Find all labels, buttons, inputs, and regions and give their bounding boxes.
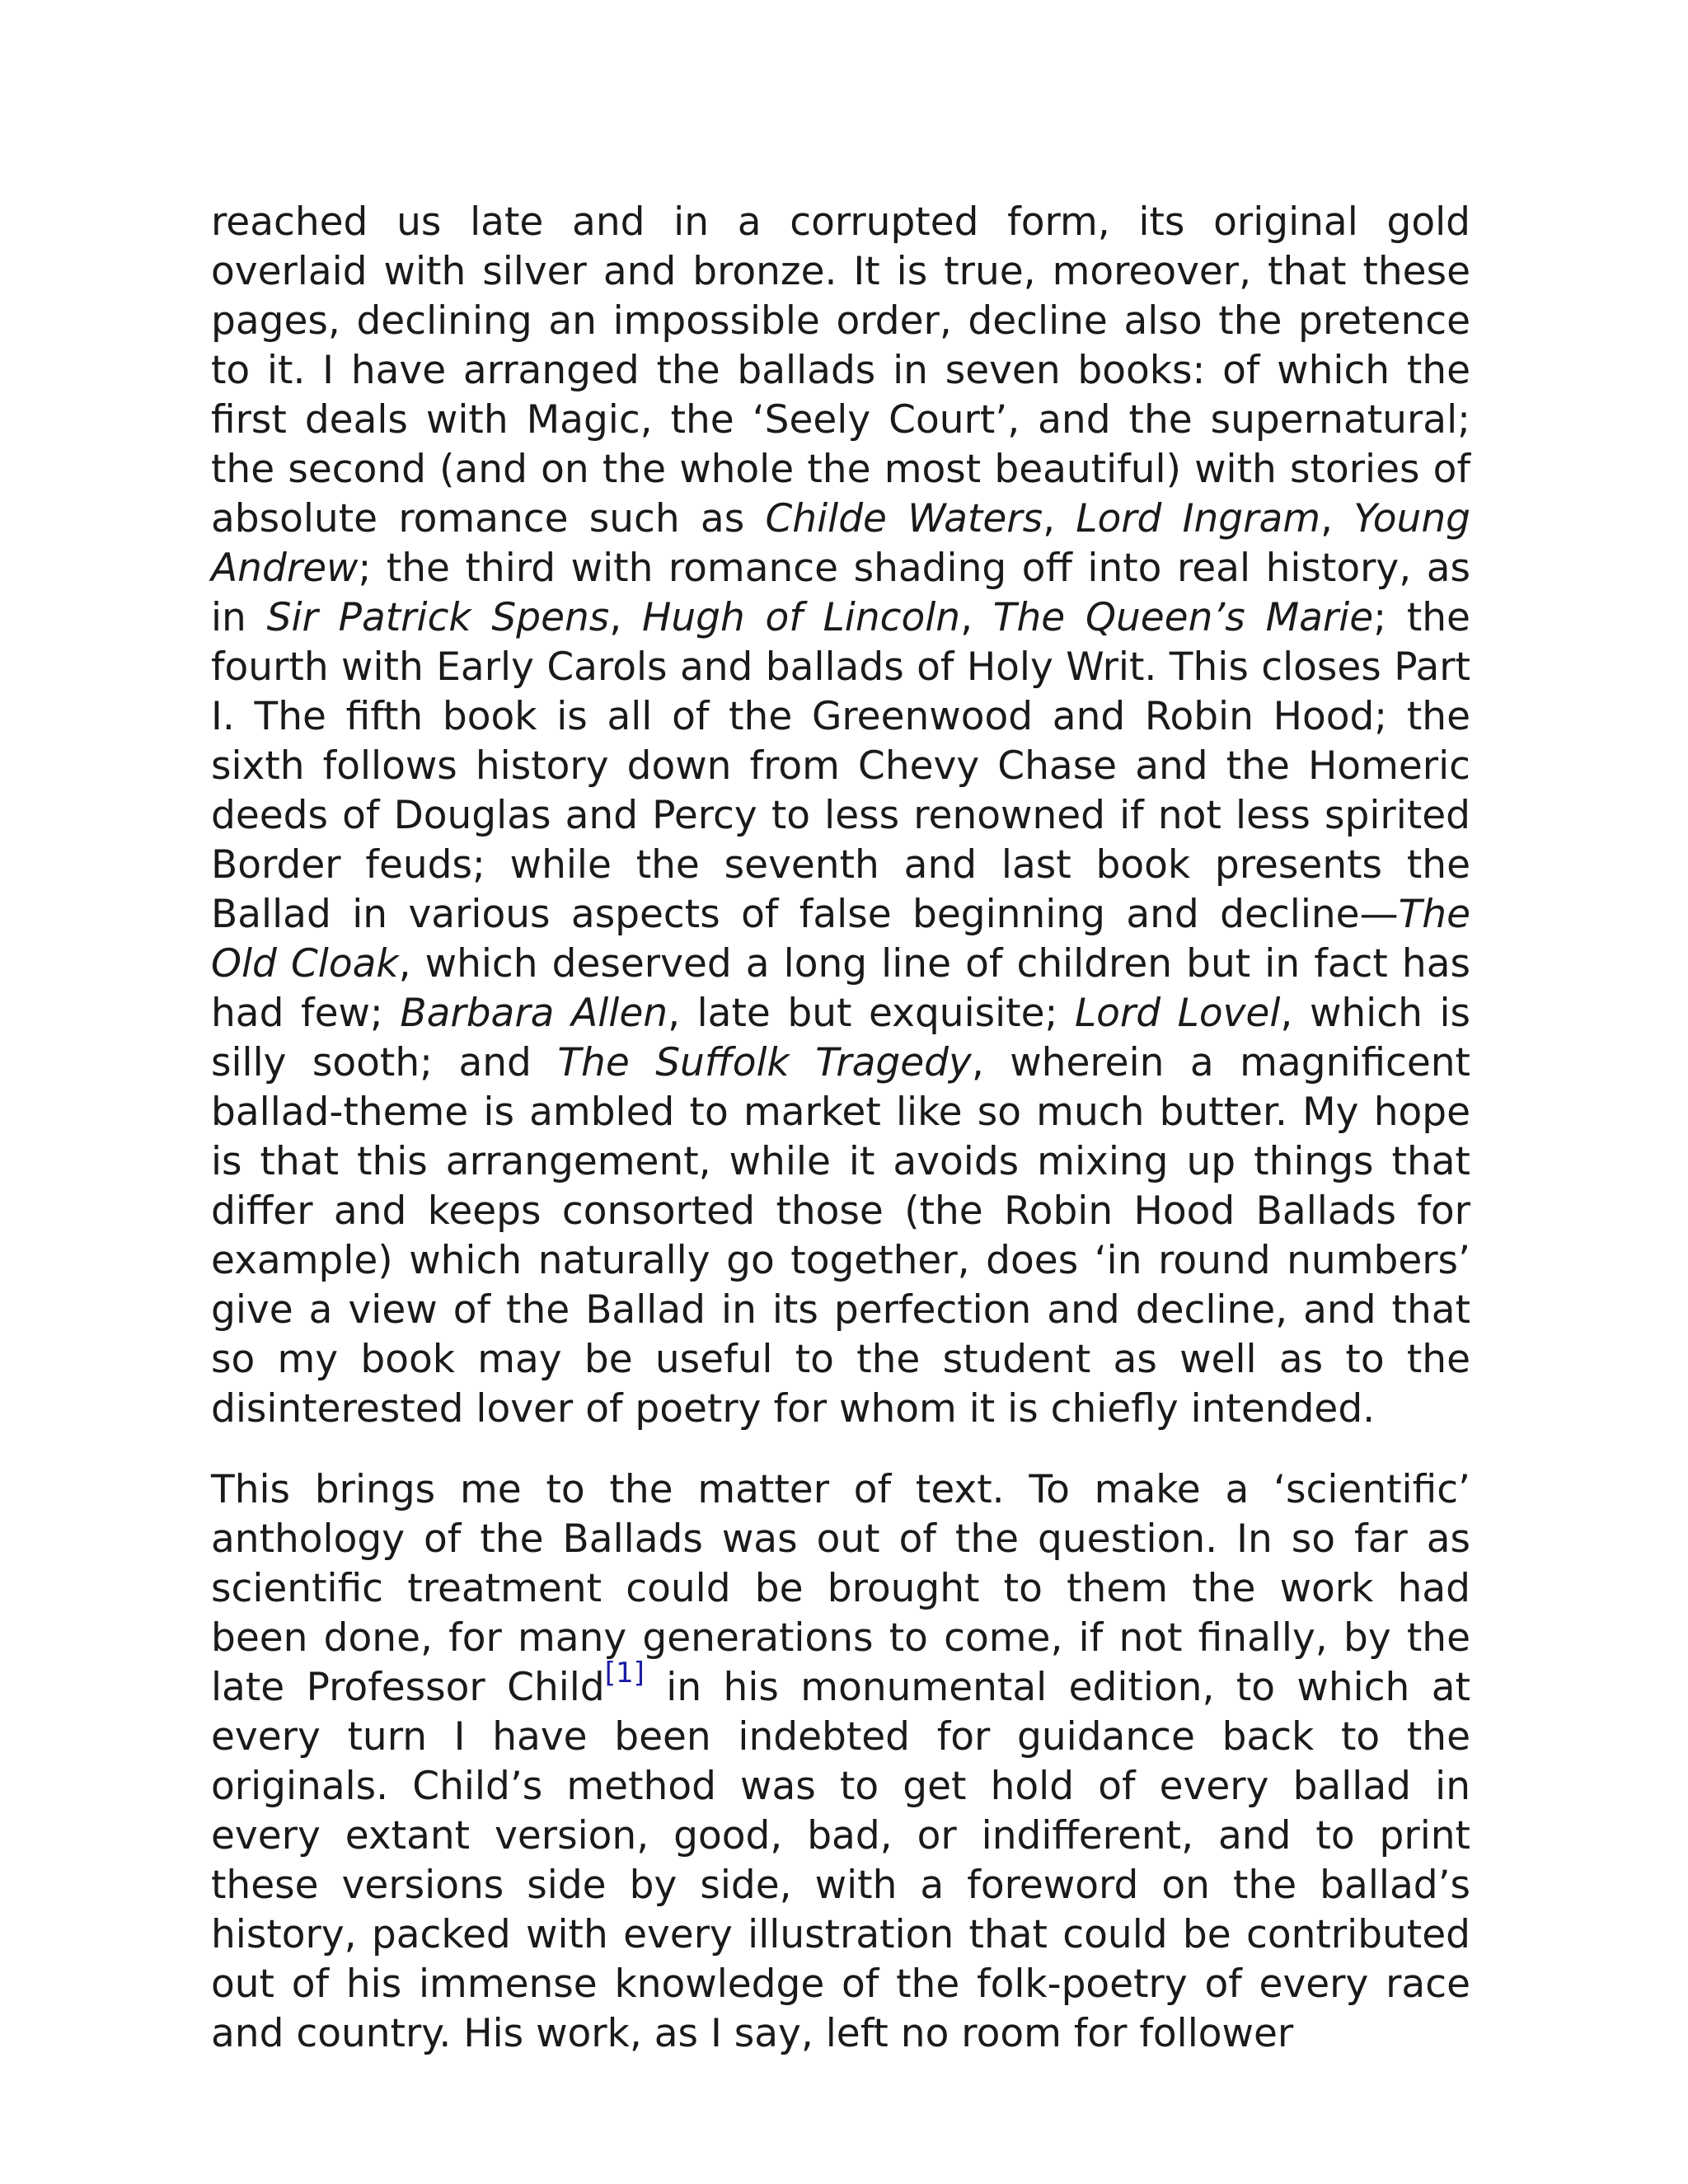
text-segment: , [609,595,642,640]
document-page [211,198,1470,2059]
text-segment: , which deserved a long line of children but in fact has had few; [211,941,1470,1036]
paragraph-matter-of-text [211,1465,1470,2059]
text-segment: , [1320,496,1354,541]
italic-ballad-title: Barbara Allen [400,991,668,1036]
text-segment: , late but exquisite; [668,991,1075,1036]
italic-ballad-title: Young Andrew [211,496,1470,591]
text-segment: This brings me to the matter of text. To make a ‘scientific’ anthology of the Ballads was out of the question. In so far as scientific treatment could be brought to them the work had been done, for many generations to come, if not finally, by the late Professor Child [211,1467,1470,1710]
text-segment: , wherein a magnificent ballad-theme is ambled to market like so much butter. My hope is that this arrangement, while it avoids mixing up things that differ and keeps consorted those (the Robin Hood Ballads for example) which naturally go together, does ‘in round numbers’ give a view of the Ballad in its perfection and decline, and that so my book may be useful to the student as well as to the disinterested lover of poetry for whom it is chiefly intended. [211,1040,1470,1432]
italic-ballad-title: Lord Ingram [1076,496,1321,541]
text-segment: ; the third with romance shading off into real history, as in [211,546,1470,640]
italic-ballad-title: The Suffolk Tragedy [557,1040,972,1085]
paragraph-book-arrangement [211,198,1470,1434]
italic-ballad-title: Childe Waters [765,496,1043,541]
text-segment: , [1043,496,1076,541]
text-segment: reached us late and in a corrupted form, its original gold overlaid with silver and bronze. It is true, moreover, that these pages, declining an impossible order, decline also the pretence to it. I have arranged the ballads in seven books: of which the first deals with Magic, the ‘Seely Court’, and the supernatural; the second (and on the whole the most beautiful) with stories of absolute romance such as [211,199,1470,541]
italic-ballad-title: Hugh of Lincoln [641,595,961,640]
italic-ballad-title: Lord Lovel [1074,991,1281,1036]
footnote-link[interactable]: [1] [604,1657,645,1690]
text-segment: ; the fourth with Early Carols and ballads of Holy Writ. This closes Part I. The fifth book is all of the Greenwood and Robin Hood; the sixth follows history down from Chevy Chase and the Homeric deeds of Douglas and Percy to less renowned if not less spirited Border feuds; while the seventh and last book presents the Ballad in various aspects of false beginning and decline— [211,595,1470,937]
text-segment: , [960,595,993,640]
text-segment: , which is silly sooth; and [211,991,1471,1085]
italic-ballad-title: Sir Patrick Spens [266,595,610,640]
text-segment: in his monumental edition, to which at every turn I have been indebted for guidance back to the originals. Child’s method was to get hold of every ballad in every extant version, good, bad, or indifferent, and to print these versions side by side, with a foreword on the ballad’s history, packed with every illustration that could be contributed out of his immense knowledge of the folk-poetry of every race and country. His work, as I say, left no room for follower [211,1665,1470,2056]
italic-ballad-title: The Old Cloak [211,892,1470,987]
italic-ballad-title: The Queen’s Marie [992,595,1374,640]
